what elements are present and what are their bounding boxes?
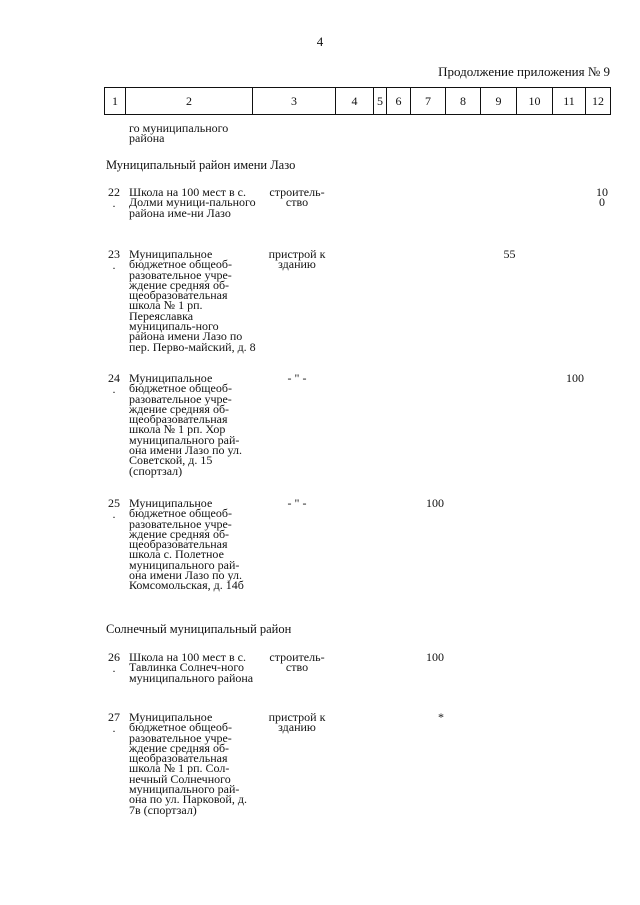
column-number-header <box>104 87 611 115</box>
row-value-col12: 10 0 <box>596 185 608 210</box>
row-number: 24 . <box>108 371 120 396</box>
page-number: 4 <box>316 34 324 49</box>
row-name: Школа на 100 мест в с. Долми муници-пального района име-ни Лазо <box>129 185 256 220</box>
row-number: 27 . <box>108 710 120 735</box>
column-header-cell: 10 <box>517 88 553 115</box>
column-header-cell: 3 <box>253 88 336 115</box>
column-header-cell: 6 <box>387 88 411 115</box>
row-type: пристрой к зданию <box>268 710 326 735</box>
column-header-cell: 2 <box>126 88 253 115</box>
row-value-col9: 55 <box>503 247 516 261</box>
appendix-continuation: Продолжение приложения № 9 <box>438 64 610 79</box>
row-number: 23 . <box>108 247 120 272</box>
column-header-cell: 9 <box>481 88 517 115</box>
row-name: Школа на 100 мест в с. Тавлинка Солнеч-ного муниципального района <box>129 650 254 685</box>
row-value-col7: 100 <box>426 496 444 510</box>
row-type: - " - <box>287 496 307 510</box>
column-header-cell: 11 <box>553 88 586 115</box>
column-header-cell: 7 <box>411 88 446 115</box>
row-value-col11: 100 <box>566 371 584 385</box>
row-type: строитель-ство <box>269 650 325 675</box>
column-header-cell: 4 <box>336 88 374 115</box>
row-name: Муниципальное бюджетное общеоб-разовательное учре-ждение средняя об-щеобразовательная школа № 1 рп. Хор муниципального рай-она имени Лазо по ул. Советской, д. 15 (спортзал) <box>129 371 242 478</box>
row-name: Муниципальное бюджетное общеоб-разовательное учре-ждение средняя об-щеобразовательная школа № 1 рп. Сол-нечный Солнечного муниципального рай-она по ул. Парковой, д. 7в (спортзал) <box>129 710 247 817</box>
section-title-lazo: Муниципальный район имени Лазо <box>106 158 296 172</box>
row-name: Муниципальное бюджетное общеоб-разовательное учре-ждение средняя об-щеобразовательная школа № 1 рп. Переяславка муниципаль-ного района имени Лазо по пер. Перво-майский, д. 8 <box>129 247 256 354</box>
row-number: 22 . <box>108 185 120 210</box>
row-type: строитель-ство <box>269 185 325 210</box>
row-name: Муниципальное бюджетное общеоб-разовательное учре-ждение средняя об-щеобразовательная школа с. Полетное муниципального рай-она имени Лазо по ул. Комсомольская, д. 14б <box>129 496 244 593</box>
row-number: 25 . <box>108 496 120 521</box>
section-title-solnechny: Солнечный муниципальный район <box>106 622 292 636</box>
carryover-text: го муниципального района <box>129 121 229 146</box>
column-header-cell: 8 <box>446 88 481 115</box>
row-type: - " - <box>287 371 307 385</box>
row-value-col7: 100 <box>426 650 444 664</box>
row-type: пристрой к зданию <box>268 247 326 272</box>
column-header-cell: 5 <box>374 88 387 115</box>
column-header-cell: 12 <box>586 88 611 115</box>
row-value-col7: * <box>438 710 444 724</box>
column-header-cell: 1 <box>105 88 126 115</box>
row-number: 26 . <box>108 650 120 675</box>
